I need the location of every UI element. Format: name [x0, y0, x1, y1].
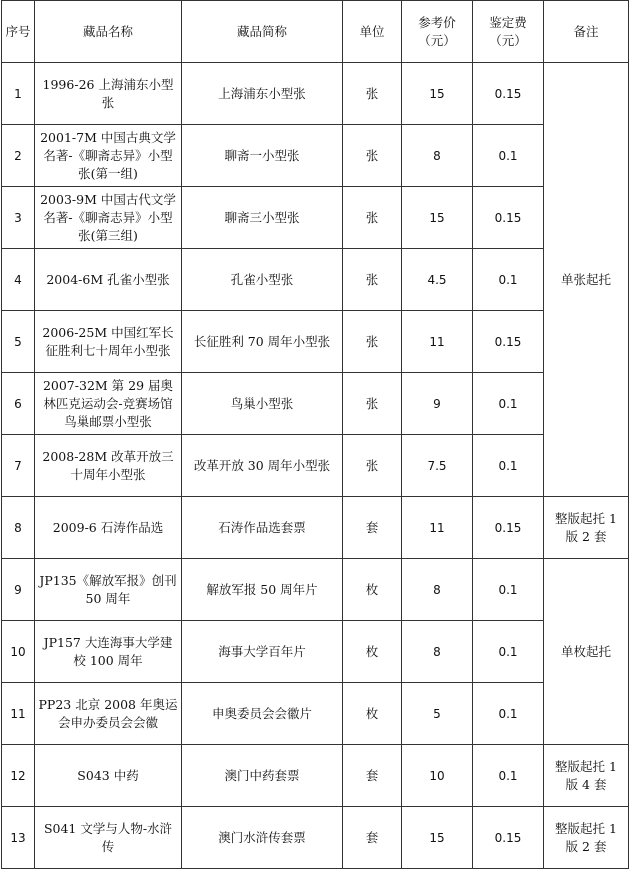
- cell-seq: 9: [2, 559, 35, 621]
- cell-short: 聊斋三小型张: [182, 187, 343, 249]
- cell-seq: 6: [2, 373, 35, 435]
- cell-unit: 张: [343, 187, 402, 249]
- cell-seq: 1: [2, 63, 35, 125]
- cell-price: 8: [402, 621, 473, 683]
- header-unit: 单位: [343, 1, 402, 63]
- cell-name: JP157 大连海事大学建校 100 周年: [35, 621, 182, 683]
- cell-name: 2006-25M 中国红军长征胜利七十周年小型张: [35, 311, 182, 373]
- cell-unit: 张: [343, 125, 402, 187]
- cell-name: 2008-28M 改革开放三十周年小型张: [35, 435, 182, 497]
- cell-fee: 0.1: [473, 621, 544, 683]
- cell-fee: 0.1: [473, 249, 544, 311]
- cell-name: PP23 北京 2008 年奥运会申办委员会会徽: [35, 683, 182, 745]
- cell-fee: 0.15: [473, 807, 544, 869]
- table-row: [2, 125, 629, 187]
- cell-fee: 0.1: [473, 125, 544, 187]
- cell-price: 4.5: [402, 249, 473, 311]
- cell-name: 2009-6 石涛作品选: [35, 497, 182, 559]
- cell-unit: 张: [343, 63, 402, 125]
- cell-seq: 4: [2, 249, 35, 311]
- table-row: [2, 373, 629, 435]
- cell-name: 1996-26 上海浦东小型张: [35, 63, 182, 125]
- cell-unit: 枚: [343, 621, 402, 683]
- table-row: [2, 745, 629, 807]
- cell-unit: 套: [343, 745, 402, 807]
- header-fee: 鉴定费（元）: [473, 1, 544, 63]
- table-row: [2, 435, 629, 497]
- table-row: [2, 311, 629, 373]
- cell-note: 单张起托: [544, 63, 629, 497]
- cell-fee: 0.15: [473, 311, 544, 373]
- cell-unit: 张: [343, 249, 402, 311]
- table-row: [2, 187, 629, 249]
- cell-name: S041 文学与人物-水浒传: [35, 807, 182, 869]
- cell-short: 澳门水浒传套票: [182, 807, 343, 869]
- cell-unit: 张: [343, 311, 402, 373]
- cell-note: 整版起托 1 版 2 套: [544, 497, 629, 559]
- header-short: 藏品简称: [182, 1, 343, 63]
- cell-name: 2003-9M 中国古代文学名著-《聊斋志异》小型张(第三组): [35, 187, 182, 249]
- cell-short: 澳门中药套票: [182, 745, 343, 807]
- cell-short: 改革开放 30 周年小型张: [182, 435, 343, 497]
- header-name: 藏品名称: [35, 1, 182, 63]
- cell-note: 单枚起托: [544, 559, 629, 745]
- cell-short: 鸟巢小型张: [182, 373, 343, 435]
- cell-name: 2007-32M 第 29 届奥林匹克运动会-竞赛场馆鸟巢邮票小型张: [35, 373, 182, 435]
- cell-price: 8: [402, 125, 473, 187]
- cell-price: 11: [402, 497, 473, 559]
- cell-name: 2004-6M 孔雀小型张: [35, 249, 182, 311]
- cell-seq: 13: [2, 807, 35, 869]
- cell-price: 5: [402, 683, 473, 745]
- cell-seq: 7: [2, 435, 35, 497]
- table-row: [2, 683, 629, 745]
- cell-price: 8: [402, 559, 473, 621]
- cell-seq: 8: [2, 497, 35, 559]
- cell-price: 9: [402, 373, 473, 435]
- header-seq: 序号: [2, 1, 35, 63]
- cell-seq: 12: [2, 745, 35, 807]
- cell-name: JP135《解放军报》创刊 50 周年: [35, 559, 182, 621]
- cell-fee: 0.15: [473, 63, 544, 125]
- cell-fee: 0.1: [473, 683, 544, 745]
- cell-name: 2001-7M 中国古典文学名著-《聊斋志异》小型张(第一组): [35, 125, 182, 187]
- cell-seq: 2: [2, 125, 35, 187]
- table-row: [2, 249, 629, 311]
- cell-short: 申奥委员会会徽片: [182, 683, 343, 745]
- cell-unit: 张: [343, 373, 402, 435]
- collection-table: [1, 0, 629, 869]
- table-row: [2, 497, 629, 559]
- cell-unit: 枚: [343, 683, 402, 745]
- table-row: [2, 559, 629, 621]
- cell-note: 整版起托 1 版 4 套: [544, 745, 629, 807]
- cell-price: 15: [402, 63, 473, 125]
- cell-seq: 5: [2, 311, 35, 373]
- cell-short: 石涛作品选套票: [182, 497, 343, 559]
- cell-price: 15: [402, 807, 473, 869]
- cell-price: 7.5: [402, 435, 473, 497]
- cell-price: 11: [402, 311, 473, 373]
- cell-fee: 0.1: [473, 435, 544, 497]
- cell-fee: 0.1: [473, 559, 544, 621]
- header-note: 备注: [544, 1, 629, 63]
- cell-unit: 套: [343, 497, 402, 559]
- table-row: [2, 63, 629, 125]
- cell-name: S043 中药: [35, 745, 182, 807]
- cell-short: 聊斋一小型张: [182, 125, 343, 187]
- cell-unit: 套: [343, 807, 402, 869]
- cell-unit: 张: [343, 435, 402, 497]
- cell-price: 15: [402, 187, 473, 249]
- cell-short: 孔雀小型张: [182, 249, 343, 311]
- table-row: [2, 621, 629, 683]
- cell-seq: 3: [2, 187, 35, 249]
- cell-seq: 11: [2, 683, 35, 745]
- cell-seq: 10: [2, 621, 35, 683]
- cell-unit: 枚: [343, 559, 402, 621]
- cell-fee: 0.15: [473, 187, 544, 249]
- cell-price: 10: [402, 745, 473, 807]
- cell-fee: 0.1: [473, 373, 544, 435]
- cell-fee: 0.1: [473, 745, 544, 807]
- header-row: [2, 1, 629, 63]
- cell-note: 整版起托 1 版 2 套: [544, 807, 629, 869]
- cell-fee: 0.15: [473, 497, 544, 559]
- cell-short: 长征胜利 70 周年小型张: [182, 311, 343, 373]
- cell-short: 解放军报 50 周年片: [182, 559, 343, 621]
- cell-short: 上海浦东小型张: [182, 63, 343, 125]
- table-row: [2, 807, 629, 869]
- header-price: 参考价（元）: [402, 1, 473, 63]
- cell-short: 海事大学百年片: [182, 621, 343, 683]
